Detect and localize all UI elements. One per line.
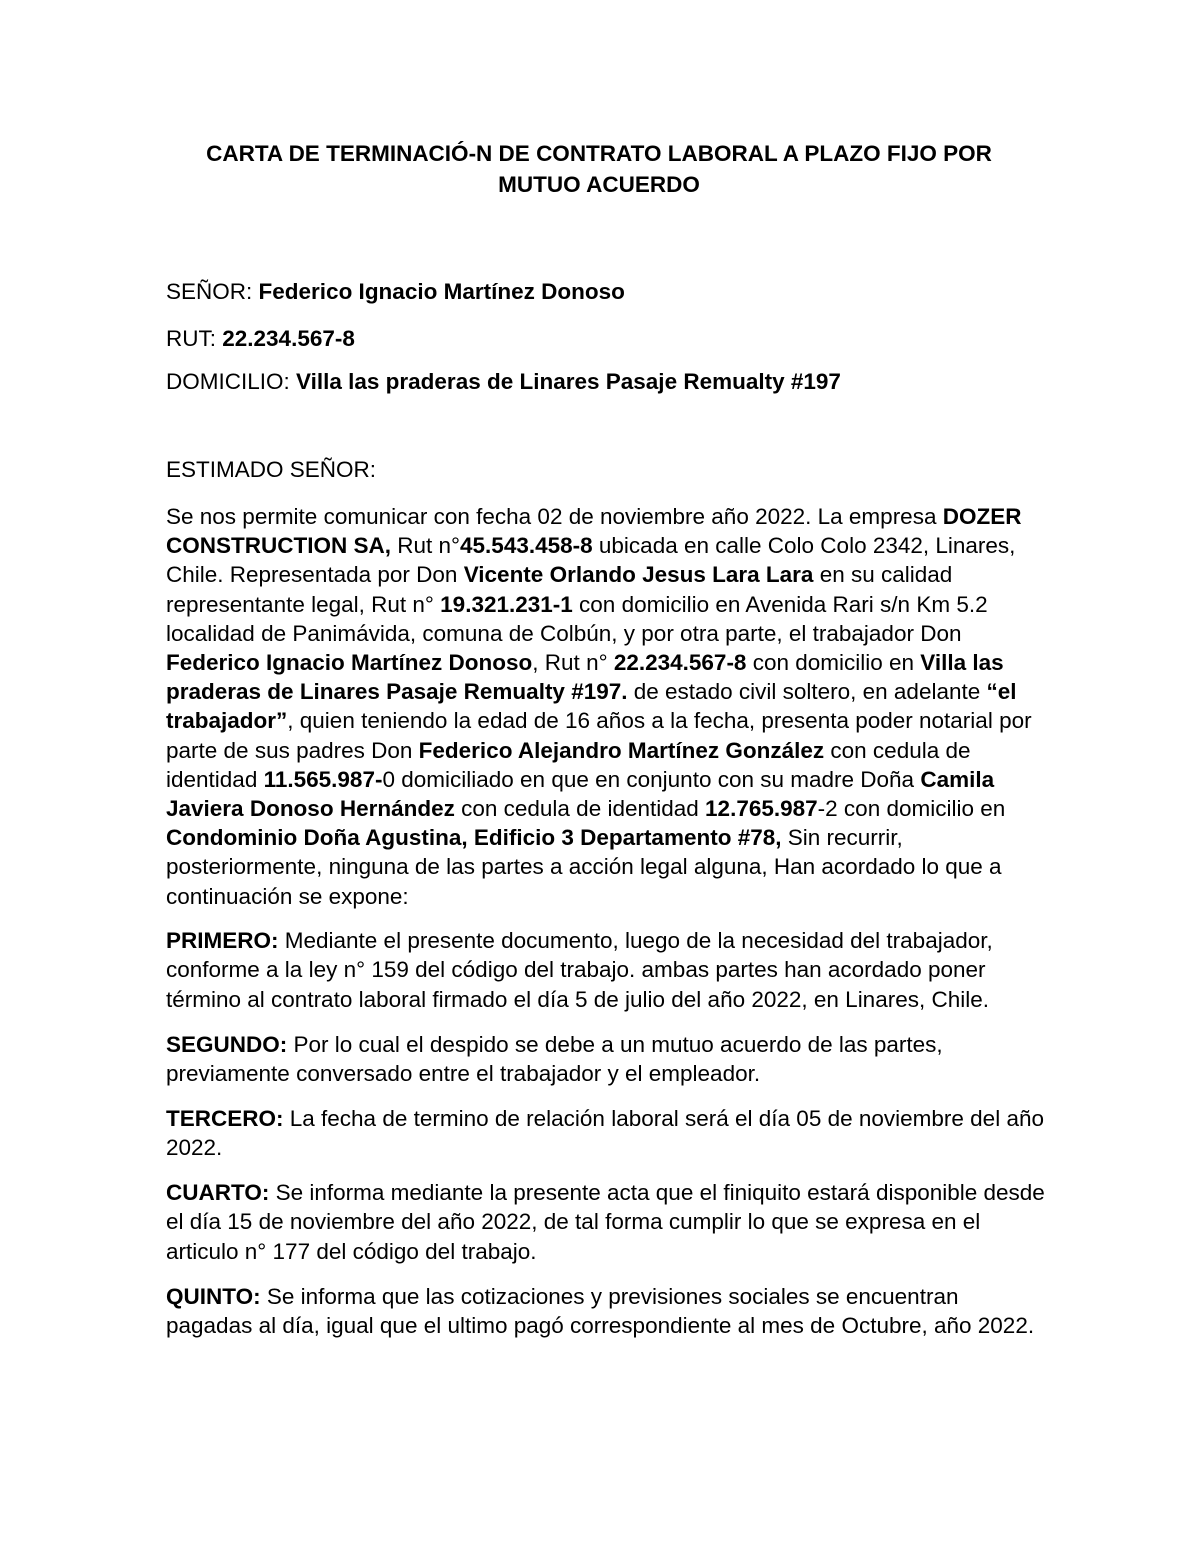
- domicilio-label: DOMICILIO:: [166, 369, 297, 394]
- intro-text-3: ubicada en calle Colo Colo 2342, Linares, Chile. Representada por Don: [166, 533, 1016, 588]
- company-rut: 45.543.458-8: [460, 533, 593, 559]
- intro-text-9: , quien teniendo la edad de 16 años a la fecha, presenta poder notarial por parte de sus padres Don: [166, 708, 1032, 763]
- representative-rut: 19.321.231-1: [440, 591, 573, 617]
- intro-text-14: Sin recurrir, posteriormente, ninguna de las partes a acción legal alguna, Han acordado lo que a continuación se expone:: [166, 825, 1002, 909]
- document-title: [150, 138, 1048, 200]
- clause-label: QUINTO:: [166, 1284, 261, 1309]
- clause-label: TERCERO:: [166, 1106, 284, 1131]
- intro-text-2: Rut n°: [391, 533, 461, 559]
- clause-text: Por lo cual el despido se debe a un mutuo acuerdo de las partes, previamente conversado entre el trabajador y el empleador.: [166, 1032, 943, 1087]
- clause-text: Se informa mediante la presente acta que el finiquito estará disponible desde el día 15 de noviembre del año 2022, de tal forma cumplir lo que se expresa en el articulo n° 177 del código del trabajo.: [166, 1180, 1045, 1264]
- domicilio-line: [166, 367, 841, 397]
- company-name: DOZER CONSTRUCTION SA,: [166, 504, 1022, 559]
- clause-quinto: [166, 1282, 1046, 1341]
- intro-text-6: , Rut n°: [532, 650, 614, 676]
- clause-label: PRIMERO:: [166, 928, 279, 953]
- greeting: ESTIMADO SEÑOR:: [166, 457, 377, 482]
- clause-label: SEGUNDO:: [166, 1032, 288, 1057]
- rut-value: 22.234.567-8: [222, 326, 355, 351]
- intro-text-1: Se nos permite comunicar con fecha 02 de noviembre año 2022. La empresa: [166, 504, 943, 529]
- intro-text-5: con domicilio en Avenida Rari s/n Km 5.2 localidad de Panimávida, comuna de Colbún, y por otra parte, el trabajador Don: [166, 591, 988, 646]
- intro-text-10: con cedula de identidad: [166, 737, 971, 792]
- mother-name: Camila Javiera Donoso Hernández: [166, 766, 995, 822]
- worker-rut: 22.234.567-8: [613, 650, 747, 676]
- title-line-1: CARTA DE TERMINACIÓ-N DE CONTRATO LABORAL A PLAZO FIJO POR: [206, 141, 992, 166]
- title-line-2: MUTUO ACUERDO: [498, 172, 700, 197]
- recipient-name-line: [166, 277, 625, 307]
- clause-cuarto: [166, 1178, 1046, 1266]
- intro-paragraph: [166, 502, 1046, 911]
- senor-label: SEÑOR:: [166, 279, 259, 304]
- intro-text-4: en su calidad representante legal, Rut n°: [166, 562, 953, 617]
- senor-value: Federico Ignacio Martínez Donoso: [258, 279, 625, 304]
- intro-text-13: -2 con domicilio en: [817, 796, 1006, 822]
- clause-primero: [166, 926, 1046, 1014]
- mother-address: Condominio Doña Agustina, Edificio 3 Departamento #78,: [166, 825, 782, 851]
- domicilio-value: Villa las praderas de Linares Pasaje Remualty #197: [296, 369, 841, 394]
- clause-segundo: [166, 1030, 1046, 1089]
- worker-alias: “el trabajador”: [166, 679, 1017, 734]
- clause-text: Se informa que las cotizaciones y previsiones sociales se encuentran pagadas al día, igual que el ultimo pagó correspondiente al mes de Octubre, año 2022.: [166, 1284, 1035, 1339]
- intro-text-11: 0 domiciliado en que en conjunto con su madre Doña: [382, 766, 921, 792]
- clause-text: La fecha de termino de relación laboral será el día 05 de noviembre del año 2022.: [166, 1106, 1044, 1161]
- worker-name: Federico Ignacio Martínez Donoso: [166, 650, 533, 676]
- worker-address: Villa las praderas de Linares Pasaje Remualty #197.: [166, 650, 1004, 705]
- clause-tercero: [166, 1104, 1046, 1163]
- father-id: 11.565.987-: [263, 766, 383, 792]
- intro-text-8: de estado civil soltero, en adelante: [627, 679, 987, 705]
- intro-text-12: con cedula de identidad: [454, 796, 706, 822]
- representative-name: Vicente Orlando Jesus Lara Lara: [463, 562, 814, 588]
- mother-id: 12.765.987: [705, 796, 818, 822]
- father-name: Federico Alejandro Martínez González: [418, 737, 825, 763]
- rut-line: [166, 324, 355, 354]
- intro-text-7: con domicilio en: [746, 650, 921, 676]
- clause-text: Mediante el presente documento, luego de la necesidad del trabajador, conforme a la ley n° 159 del código del trabajo. ambas partes han acordado poner término al contrato laboral firmado el día 5 de julio del año 2022, en Linares, Chile.: [166, 928, 993, 1012]
- rut-label: RUT:: [166, 326, 223, 351]
- clause-label: CUARTO:: [166, 1180, 270, 1205]
